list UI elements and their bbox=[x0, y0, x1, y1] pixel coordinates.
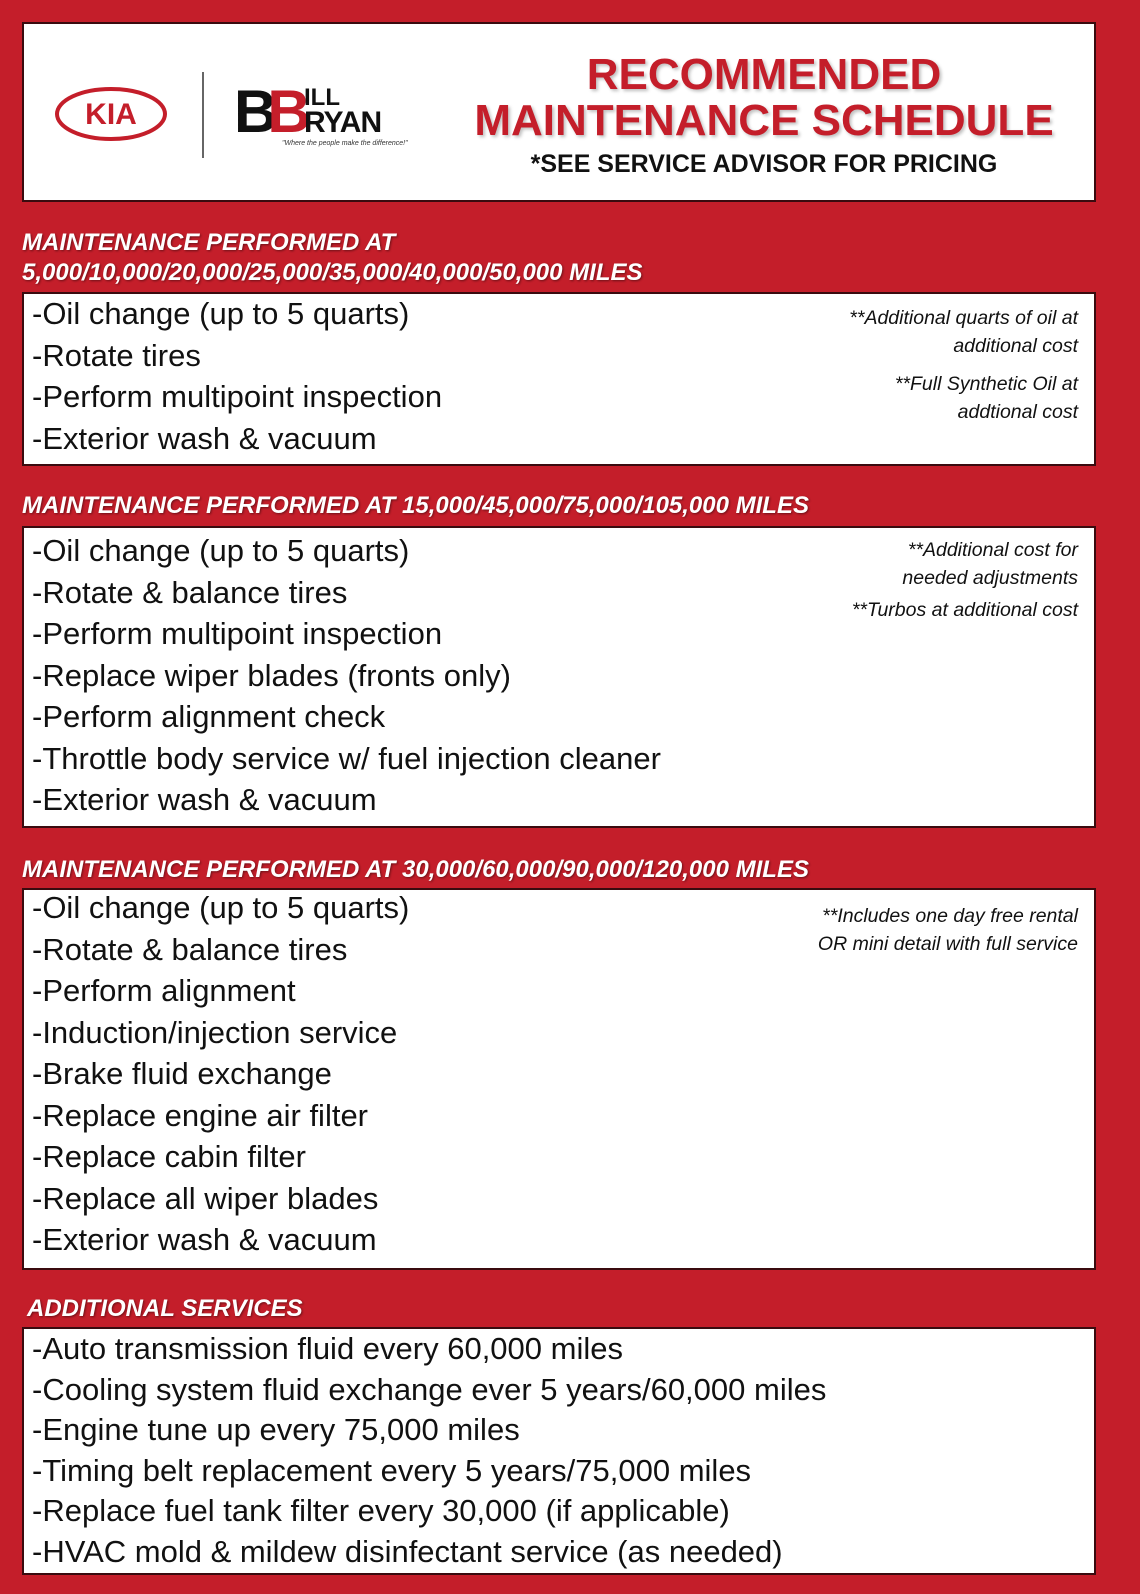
note-line: **Full Synthetic Oil at bbox=[894, 373, 1078, 395]
note-line: **Includes one day free rental bbox=[822, 905, 1078, 927]
section-3-notes bbox=[818, 902, 1078, 970]
section-2-items bbox=[32, 530, 661, 821]
title-line-2: MAINTENANCE SCHEDULE bbox=[474, 96, 1054, 145]
note bbox=[849, 370, 1078, 426]
list-item: -Replace wiper blades (fronts only) bbox=[32, 657, 511, 693]
bb-logo-ryan: RYAN bbox=[304, 106, 382, 139]
note bbox=[818, 902, 1078, 958]
list-item: -Exterior wash & vacuum bbox=[32, 782, 377, 817]
kia-logo-text: KIA bbox=[85, 98, 137, 131]
list-item: -Rotate & balance tires bbox=[32, 574, 348, 610]
list-item: -Rotate tires bbox=[32, 337, 201, 373]
logo-divider bbox=[202, 72, 204, 158]
list-item: -Auto transmission fluid every 60,000 miles bbox=[32, 1331, 623, 1366]
bb-logo-tagline: "Where the people make the difference!" bbox=[282, 140, 408, 147]
section-3-panel bbox=[22, 888, 1096, 1270]
section-2-notes bbox=[852, 536, 1078, 636]
note bbox=[852, 596, 1078, 624]
section-3-items bbox=[32, 887, 409, 1261]
note bbox=[849, 304, 1078, 360]
list-item: -Perform alignment bbox=[32, 973, 296, 1008]
list-item: -Replace cabin filter bbox=[32, 1139, 306, 1174]
list-item: -Oil change (up to 5 quarts) bbox=[32, 890, 410, 925]
list-item: -Perform alignment check bbox=[32, 699, 386, 734]
list-item: -Replace engine air filter bbox=[32, 1097, 369, 1133]
pricing-subtitle: *SEE SERVICE ADVISOR FOR PRICING bbox=[530, 150, 998, 178]
section-1-title-line-2: 5,000/10,000/20,000/25,000/35,000/40,000/50,000 MILES bbox=[22, 259, 643, 286]
section-1-items bbox=[32, 293, 442, 459]
list-item: -Replace all wiper blades bbox=[32, 1180, 379, 1216]
list-item: -Perform multipoint inspection bbox=[32, 616, 443, 651]
section-2-title bbox=[22, 491, 809, 521]
list-item: -HVAC mold & mildew disinfectant service (as needed) bbox=[32, 1533, 783, 1569]
list-item: -Induction/injection service bbox=[32, 1014, 398, 1050]
section-1-title-line-1: MAINTENANCE PERFORMED AT bbox=[22, 229, 396, 256]
list-item: -Exterior wash & vacuum bbox=[32, 1222, 377, 1257]
note-line: **Turbos at additional cost bbox=[851, 599, 1078, 621]
section-1-title bbox=[22, 228, 643, 288]
title-line-1: RECOMMENDED bbox=[586, 50, 942, 99]
section-4-title-line-1: ADDITIONAL SERVICES bbox=[27, 1295, 303, 1322]
note-line: needed adjustments bbox=[902, 567, 1078, 589]
list-item: -Throttle body service w/ fuel injection cleaner bbox=[32, 740, 661, 776]
section-2-title-line-1: MAINTENANCE PERFORMED AT 15,000/45,000/75,000/105,000 MILES bbox=[22, 492, 809, 519]
section-4-title bbox=[27, 1294, 303, 1324]
list-item: -Replace fuel tank filter every 30,000 (if applicable) bbox=[32, 1493, 730, 1528]
list-item: -Timing belt replacement every 5 years/75,000 miles bbox=[32, 1452, 752, 1488]
section-3-title bbox=[22, 855, 809, 885]
list-item: -Cooling system fluid exchange ever 5 years/60,000 miles bbox=[32, 1371, 827, 1407]
list-item: -Brake fluid exchange bbox=[32, 1056, 332, 1091]
header-panel bbox=[22, 22, 1096, 202]
list-item: -Rotate & balance tires bbox=[32, 931, 348, 967]
note-line: **Additional cost for bbox=[907, 539, 1078, 561]
bb-logo-ill: ILL bbox=[304, 84, 340, 111]
note-line: additional cost bbox=[953, 335, 1078, 357]
list-item: -Perform multipoint inspection bbox=[32, 379, 443, 414]
bb-letter-b2: B bbox=[267, 78, 301, 145]
section-1-notes bbox=[849, 304, 1078, 438]
section-1-panel bbox=[22, 292, 1096, 466]
section-3-title-line-1: MAINTENANCE PERFORMED AT 30,000/60,000/90,000/120,000 MILES bbox=[22, 856, 809, 883]
list-item: -Exterior wash & vacuum bbox=[32, 420, 377, 456]
bb-logo-letters bbox=[234, 78, 301, 145]
list-item: -Oil change (up to 5 quarts) bbox=[32, 296, 410, 331]
list-item: -Engine tune up every 75,000 miles bbox=[32, 1412, 520, 1447]
note-line: **Additional quarts of oil at bbox=[849, 307, 1078, 329]
title-block bbox=[434, 52, 1094, 182]
kia-logo bbox=[54, 86, 168, 142]
list-item: -Oil change (up to 5 quarts) bbox=[32, 533, 410, 568]
section-4-panel bbox=[22, 1327, 1096, 1575]
bb-letter-b1: B bbox=[234, 78, 268, 145]
note-line: OR mini detail with full service bbox=[817, 933, 1078, 955]
note bbox=[852, 536, 1078, 592]
note-line: addtional cost bbox=[957, 401, 1078, 423]
section-2-panel bbox=[22, 526, 1096, 828]
section-4-items bbox=[32, 1329, 826, 1572]
bill-bryan-logo bbox=[234, 78, 414, 154]
